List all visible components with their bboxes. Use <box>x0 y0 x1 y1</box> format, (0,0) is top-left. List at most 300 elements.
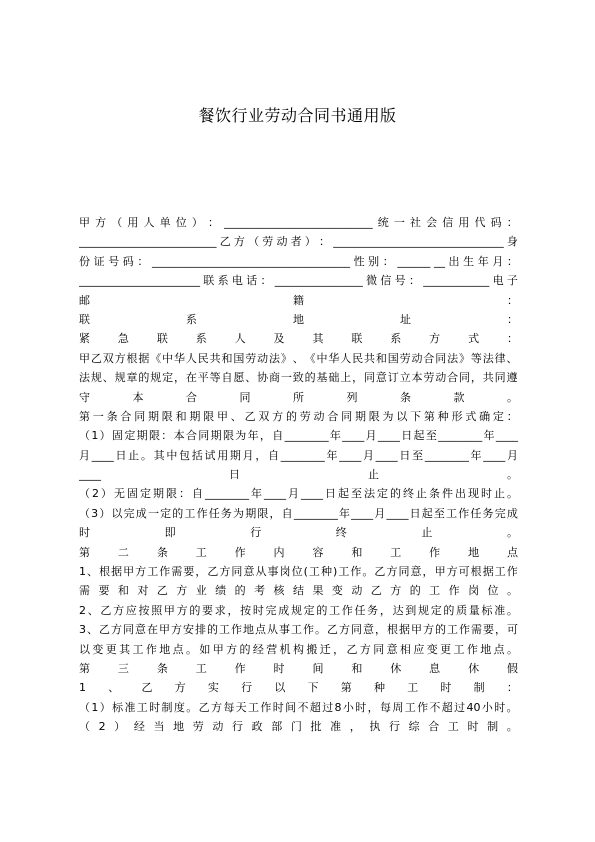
line-token: 出 <box>448 254 460 268</box>
line-token: 联 <box>351 332 363 346</box>
line-token: 乙 <box>374 565 386 579</box>
line-token: 种 <box>373 681 385 695</box>
line-token: 甲 <box>79 216 90 229</box>
line-token: 止 <box>128 448 140 462</box>
document-body <box>79 213 518 737</box>
line-token: 式 <box>465 409 477 423</box>
line-token: 人 <box>185 351 197 365</box>
body-line <box>79 388 518 407</box>
line-token: 动 <box>351 584 363 598</box>
body-line <box>79 581 518 600</box>
line-token: 劳 <box>192 720 204 734</box>
body-line <box>79 271 518 290</box>
line-token: 人 <box>143 216 155 229</box>
line-token: 相 <box>400 642 411 656</box>
line-token: 电 <box>492 274 504 288</box>
line-token: 从 <box>255 565 267 579</box>
line-token: 方 <box>226 642 238 656</box>
line-token: 劳 <box>245 351 257 365</box>
line-token: 包 <box>179 448 191 462</box>
body-line <box>79 426 518 445</box>
line-token: 搬 <box>306 642 318 656</box>
line-token: 定 <box>124 429 136 443</box>
line-token: ： <box>382 254 394 268</box>
line-token: 等 <box>209 371 221 385</box>
line-token: 籍 <box>293 293 304 307</box>
line-token: 等 <box>470 351 482 365</box>
line-token: 工 <box>219 623 230 637</box>
line-token: 业 <box>195 584 207 598</box>
line-token: 时 <box>494 700 506 714</box>
line-token: 方 <box>272 409 284 423</box>
line-token: 以 <box>396 409 408 423</box>
line-token: ， <box>259 429 271 443</box>
line-token: 当 <box>153 720 165 734</box>
line-token: ： <box>319 235 330 249</box>
line-token: 需 <box>471 623 482 637</box>
line-token: ____ <box>342 429 365 443</box>
line-token: （ <box>248 235 260 249</box>
line-token: 试 <box>204 448 216 462</box>
line-token: 括 <box>191 448 203 462</box>
line-token: 年 <box>477 254 489 268</box>
line-token: 作 <box>458 506 470 520</box>
line-token: 作 <box>506 565 518 579</box>
line-token: 本 <box>132 390 144 404</box>
line-token: 甲 <box>216 409 228 423</box>
line-token: 协 <box>257 371 269 385</box>
line-token: 基 <box>316 371 328 385</box>
line-token: 方 <box>174 681 186 695</box>
line-token: 合 <box>120 409 132 423</box>
line-token: 定 <box>430 603 442 617</box>
line-token: 止 <box>368 468 379 482</box>
line-token: 动 <box>411 351 423 365</box>
body-line <box>79 368 518 387</box>
line-token: 据 <box>482 565 494 579</box>
line-token: 工 <box>494 565 506 579</box>
line-token: 事 <box>267 565 279 579</box>
line-token: 超 <box>441 700 453 714</box>
line-token: 工 <box>404 700 416 714</box>
line-token: 。 <box>506 700 518 714</box>
line-token: ________ <box>424 448 469 462</box>
line-token: 至 <box>351 487 362 501</box>
line-token: 作 <box>341 603 353 617</box>
line-token: 方 <box>111 623 122 637</box>
line-token: ） <box>101 487 112 501</box>
line-token: 期 <box>210 429 222 443</box>
line-token: 天 <box>235 700 247 714</box>
line-token: 期 <box>136 429 148 443</box>
line-token: ， <box>195 565 207 579</box>
line-token: 一 <box>92 409 104 423</box>
line-token: ________ <box>438 429 483 443</box>
line-token: 在 <box>147 623 158 637</box>
line-token: 立 <box>399 371 411 385</box>
line-token: 同 <box>435 351 447 365</box>
line-token: 营 <box>266 642 278 656</box>
line-token: 、 <box>292 351 304 365</box>
line-token: 方 <box>219 565 231 579</box>
line-token: 代 <box>474 216 486 229</box>
line-token: 动 <box>257 351 269 365</box>
line-token: 1 <box>79 565 86 579</box>
line-token: 二 <box>117 545 129 559</box>
line-token: ________________ <box>274 274 363 288</box>
line-token: _______________________________ <box>333 235 504 249</box>
line-token: 准 <box>494 603 506 617</box>
line-token: 作 <box>234 545 246 559</box>
line-token: 规 <box>114 371 126 385</box>
line-token: 期 <box>153 487 164 501</box>
line-token: 如 <box>199 642 211 656</box>
line-token: 限 <box>148 429 160 443</box>
line-token: 行 <box>241 681 253 695</box>
line-token: 》 <box>280 351 292 365</box>
line-token: ： <box>506 332 518 346</box>
line-token: 按 <box>138 603 150 617</box>
line-token: 小 <box>481 700 493 714</box>
line-token: 工 <box>195 661 207 675</box>
line-token: ： <box>179 487 190 501</box>
line-token: 经 <box>133 720 145 734</box>
line-token: 码 <box>490 216 502 229</box>
line-token: 乙 <box>156 584 168 598</box>
body-line <box>79 329 518 348</box>
line-token: 时 <box>481 487 492 501</box>
line-token: 法 <box>79 371 90 385</box>
line-token: 批 <box>310 720 322 734</box>
line-token: ， <box>269 506 281 520</box>
line-token: 机 <box>279 642 291 656</box>
line-token: 月 <box>374 506 386 520</box>
line-token: 》 <box>459 351 470 365</box>
line-token: 时 <box>273 661 285 675</box>
body-line <box>79 523 518 542</box>
line-token: 合 <box>428 720 440 734</box>
line-token: 方 <box>135 565 147 579</box>
line-token: 方 <box>339 623 350 637</box>
line-token: 方 <box>446 565 458 579</box>
line-token: 方 <box>171 623 182 637</box>
line-token: ____________ <box>423 274 490 288</box>
line-token: 自 <box>192 487 203 501</box>
line-token: 列 <box>346 390 358 404</box>
line-token: 变 <box>331 584 343 598</box>
line-token: ________ <box>293 506 338 520</box>
line-token: 至 <box>425 429 437 443</box>
line-token: 假 <box>506 661 518 675</box>
line-token: ， <box>422 565 434 579</box>
line-token: 其 <box>153 448 165 462</box>
line-token: ） <box>114 720 126 734</box>
line-token: 点 <box>172 642 184 656</box>
body-line <box>79 310 518 329</box>
line-token: 订 <box>387 371 399 385</box>
line-token: 条 <box>429 487 440 501</box>
line-token: 根 <box>99 565 111 579</box>
line-token: 工 <box>136 700 148 714</box>
line-token: 上 <box>340 371 352 385</box>
line-token: ______________________ <box>79 274 200 288</box>
line-token: 间 <box>285 700 297 714</box>
line-token: 工 <box>447 623 458 637</box>
line-token: 用 <box>458 216 470 229</box>
line-token: 可 <box>458 565 470 579</box>
line-token: 至 <box>412 448 424 462</box>
line-token: 子 <box>506 274 518 288</box>
line-token: 条 <box>156 545 168 559</box>
line-token: 据 <box>399 623 410 637</box>
line-token: 和 <box>351 661 363 675</box>
line-token: 日 <box>229 468 240 482</box>
line-token: ） <box>191 216 203 229</box>
line-token: 绩 <box>215 584 227 598</box>
line-token: 间 <box>312 661 324 675</box>
line-token: 人 <box>340 351 352 365</box>
line-token: 到 <box>405 603 417 617</box>
body-line <box>79 620 518 639</box>
line-token: 本 <box>411 371 423 385</box>
line-token: 。 <box>507 642 518 656</box>
body-line <box>79 232 518 251</box>
line-token: 三 <box>117 661 129 675</box>
line-token: 核 <box>273 584 285 598</box>
line-token: 质 <box>456 603 468 617</box>
line-token: ， <box>367 700 379 714</box>
line-token: 意 <box>410 565 422 579</box>
line-token: 劳 <box>299 409 311 423</box>
line-token: 据 <box>138 351 150 365</box>
line-token: ： <box>161 429 173 443</box>
line-token: 合 <box>185 429 197 443</box>
line-token: 方 <box>429 332 441 346</box>
line-token: （ <box>79 429 90 443</box>
line-token: ， <box>470 371 482 385</box>
line-token: 作 <box>459 623 470 637</box>
body-line <box>79 543 518 562</box>
line-token: 下 <box>410 409 422 423</box>
line-token: 结 <box>292 584 304 598</box>
line-token: 联 <box>79 312 90 326</box>
line-token: 事 <box>279 623 290 637</box>
line-token: 限 <box>222 429 234 443</box>
line-token: 任 <box>354 603 366 617</box>
line-token: ___________________________ <box>224 216 373 229</box>
line-token: 一 <box>147 506 159 520</box>
line-token: 每 <box>379 700 391 714</box>
line-token: 务 <box>220 506 232 520</box>
line-token: 致 <box>292 371 304 385</box>
line-token: 日 <box>325 487 336 501</box>
line-token: 系 <box>195 332 207 346</box>
line-token: 起 <box>421 506 433 520</box>
line-token: （ <box>79 720 90 734</box>
line-token: 。 <box>507 390 518 404</box>
line-token: 作 <box>466 642 478 656</box>
line-token: 时 <box>440 681 452 695</box>
line-token: 构 <box>293 642 304 656</box>
line-token: 规 <box>290 603 302 617</box>
line-token: 每 <box>223 700 235 714</box>
line-token: 年 <box>326 448 338 462</box>
line-token: 任 <box>208 506 220 520</box>
line-token: 系 <box>390 332 402 346</box>
line-token: 方 <box>113 603 125 617</box>
line-token: 信 <box>442 216 454 229</box>
body-line <box>79 717 518 736</box>
body-line <box>79 601 518 620</box>
line-token: 时 <box>272 700 284 714</box>
line-token: 规 <box>150 371 162 385</box>
line-token: ________ <box>205 487 249 501</box>
line-token: 用 <box>127 216 139 229</box>
line-token: 甲 <box>163 603 175 617</box>
line-token: 点 <box>493 642 505 656</box>
line-token: 工 <box>329 603 341 617</box>
line-token: 行 <box>232 720 243 734</box>
line-token: 自 <box>272 429 284 443</box>
line-token: 商 <box>269 371 280 385</box>
line-token: 社 <box>410 216 421 229</box>
line-token: 。 <box>507 487 518 501</box>
line-token: 和 <box>117 584 129 598</box>
line-token: 为 <box>235 429 247 443</box>
line-token: ） <box>99 506 111 520</box>
line-token: 年 <box>470 448 482 462</box>
line-token: 条 <box>106 409 118 423</box>
line-token: 门 <box>290 720 302 734</box>
line-token: 《 <box>150 351 162 365</box>
line-token: 。 <box>186 642 197 656</box>
line-token: 法 <box>364 487 375 501</box>
line-token: 合 <box>327 409 339 423</box>
line-token: 别 <box>368 254 380 268</box>
line-token: 、 <box>87 623 98 637</box>
line-token: 政 <box>251 720 263 734</box>
line-token: 合 <box>423 351 435 365</box>
line-token: 系 <box>217 274 229 288</box>
line-token: 的 <box>304 371 316 385</box>
line-token: 起 <box>413 429 425 443</box>
line-token: 经 <box>252 642 264 656</box>
line-token: 同 <box>198 429 210 443</box>
line-token: 以 <box>274 681 286 695</box>
line-token: 邮 <box>79 293 90 307</box>
line-token: 所 <box>293 390 304 404</box>
line-token: 一 <box>393 216 405 229</box>
line-token: 和 <box>351 545 363 559</box>
line-token: 完 <box>123 506 135 520</box>
line-token: ： <box>408 274 420 288</box>
line-token: ____ <box>91 448 114 462</box>
line-token: 完 <box>265 603 277 617</box>
line-token: 第 <box>423 409 435 423</box>
line-token: 的 <box>285 409 297 423</box>
line-token: 号 <box>394 274 406 288</box>
line-token: 方 <box>386 565 398 579</box>
body-line <box>79 504 518 523</box>
line-token: 月 <box>506 448 518 462</box>
line-token: 1 <box>91 700 99 714</box>
line-token: 自 <box>221 371 233 385</box>
line-token: ， <box>255 448 267 462</box>
line-token: 意 <box>243 565 255 579</box>
line-token: ： <box>507 293 518 307</box>
line-token: 行 <box>389 720 400 734</box>
line-token: 同 <box>351 623 362 637</box>
line-token: 过 <box>322 700 334 714</box>
line-token: 会 <box>426 216 438 229</box>
body-line <box>79 465 518 484</box>
line-token: 同 <box>231 565 243 579</box>
line-token: 月 <box>288 487 299 501</box>
line-token: 种 <box>437 409 449 423</box>
line-token: 以 <box>79 642 90 656</box>
line-token: 期 <box>354 409 366 423</box>
line-token: 乙 <box>100 603 112 617</box>
line-token: 至 <box>433 506 445 520</box>
line-token: 、 <box>506 351 518 365</box>
line-token: ____ <box>386 506 409 520</box>
line-token: 方 <box>233 235 245 249</box>
line-token: 位 <box>291 565 303 579</box>
line-token: 量 <box>468 603 480 617</box>
line-token: 期 <box>147 409 159 423</box>
line-token: 规 <box>417 603 429 617</box>
line-token: 工 <box>338 565 350 579</box>
line-token: 岗 <box>279 565 291 579</box>
line-token: 急 <box>117 332 129 346</box>
line-token: 小 <box>342 700 354 714</box>
line-token: 方 <box>210 700 222 714</box>
line-token: 要 <box>202 603 214 617</box>
line-token: 守 <box>79 390 90 404</box>
line-token: 确 <box>479 409 491 423</box>
line-token: 止 <box>416 487 427 501</box>
line-token: 作 <box>303 623 314 637</box>
line-token: 地 <box>243 623 254 637</box>
line-token: （ <box>79 700 90 714</box>
line-token: 位 <box>487 584 499 598</box>
line-token: 乙 <box>90 351 102 365</box>
line-token: 同 <box>123 623 134 637</box>
line-token: 作 <box>417 700 429 714</box>
line-token: 条 <box>156 661 168 675</box>
line-token: 作 <box>234 661 246 675</box>
line-token: 日 <box>409 506 421 520</box>
line-token: 甲 <box>212 642 224 656</box>
line-token: 工 <box>447 720 459 734</box>
line-token: 制 <box>161 700 173 714</box>
line-token: 为 <box>233 506 245 520</box>
line-token: 款 <box>453 390 465 404</box>
line-token: 作 <box>429 545 441 559</box>
line-token: ____ <box>301 487 323 501</box>
line-token: 甲 <box>159 623 170 637</box>
line-token: 人 <box>234 332 246 346</box>
line-token: 式 <box>468 332 480 346</box>
line-token: 同 <box>134 409 146 423</box>
line-token: 地 <box>480 642 492 656</box>
line-token: ____ <box>495 429 518 443</box>
line-token: 。 <box>507 468 518 482</box>
line-token: 和 <box>221 351 233 365</box>
line-token: 对 <box>137 584 149 598</box>
line-token: 行 <box>250 526 262 540</box>
line-token: 休 <box>390 661 402 675</box>
